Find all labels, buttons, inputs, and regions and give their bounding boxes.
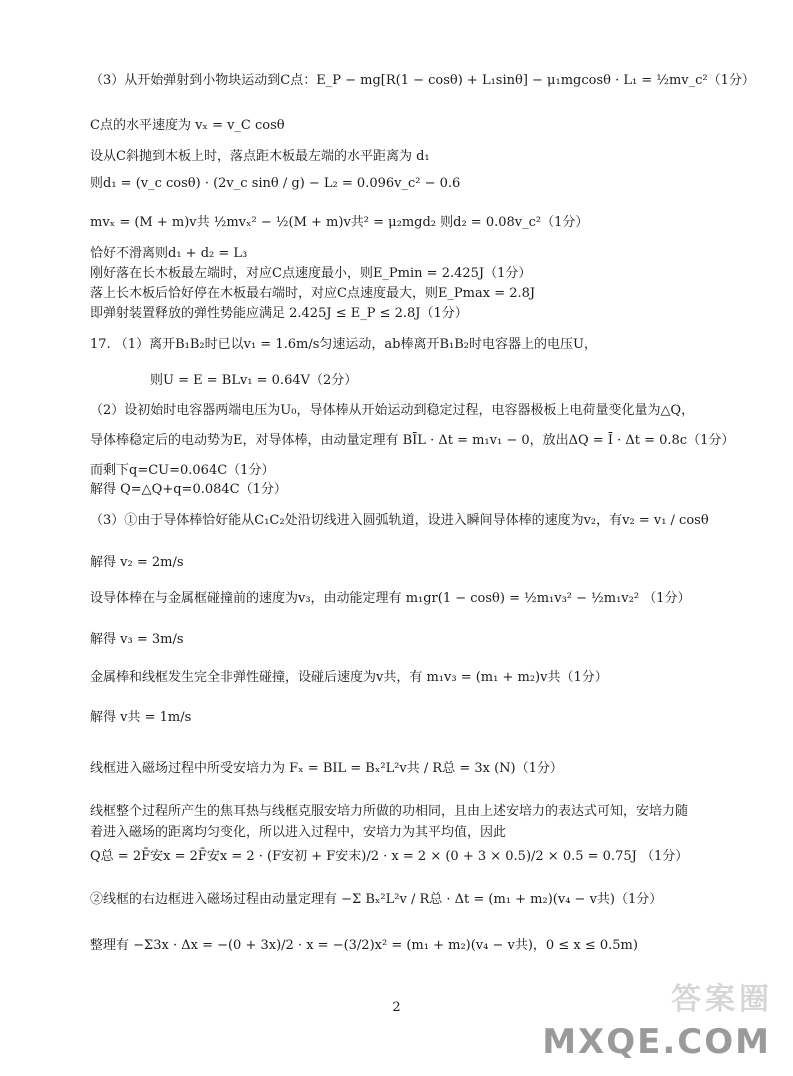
watermark-logo: MXQE.COM [542, 1022, 771, 1062]
line-1: （3）从开始弹射到小物块运动到C点：E_P − mg[R(1 − cosθ) + L₁sinθ] − μ₁mgcosθ · L₁ = ½mv_c²（1分） [90, 73, 755, 88]
line-25: Q总 = 2F̄安x = 2F̄安x = 2 · (F安初 + F安末)/2 · x = 2 × (0 + 3 × 0.5)/2 × 0.5 = 0.75J （1分） [90, 849, 689, 864]
line-24: 着进入磁场的距离均匀变化，所以进入过程中，安培力为其平均值，因此 [90, 825, 507, 840]
line-7: 刚好落在长木板最左端时，对应C点速度最小，则E_Pmin = 2.425J（1分） [90, 266, 532, 281]
line-2: C点的水平速度为 vₓ = v_C cosθ [90, 118, 285, 133]
line-19: 解得 v₃ = 3m/s [90, 632, 184, 647]
line-17: 解得 v₂ = 2m/s [90, 555, 184, 570]
line-11: 则U = E = BLv₁ = 0.64V（2分） [150, 373, 358, 388]
line-20: 金属棒和线框发生完全非弹性碰撞，设碰后速度为v共，有 m₁v₃ = (m₁ + m₂)v共（1分） [90, 670, 608, 685]
line-23: 线框整个过程所产生的焦耳热与线框克服安培力所做的功相同，且由上述安培力的表达式可知，安培力随 [90, 804, 689, 819]
line-9: 即弹射装置释放的弹性势能应满足 2.425J ≤ E_P ≤ 2.8J（1分） [90, 306, 468, 321]
line-12: （2）设初始时电容器两端电压为U₀，导体棒从开始运动到稳定过程，电容器极板上电荷量变化量为△Q， [90, 403, 695, 418]
line-4: 则d₁ = (v_c cosθ) · (2v_c sinθ / g) − L₂ = 0.096v_c² − 0.6 [90, 176, 461, 191]
line-6: 恰好不滑离则d₁ + d₂ = L₃ [90, 246, 248, 261]
line-8: 落上长木板后恰好停在木板最右端时，对应C点速度最大，则E_Pmax = 2.8J [90, 286, 536, 301]
line-26: ②线框的右边框进入磁场过程由动量定理有 −Σ Bₓ²L²v / R总 · Δt = (m₁ + m₂)(v₄ − v共)（1分） [90, 892, 663, 907]
line-14: 而剩下q=CU=0.064C（1分） [90, 463, 275, 478]
line-27: 整理有 −Σ3x · Δx = −(0 + 3x)/2 · x = −(3/2)x² = (m₁ + m₂)(v₄ − v共)，0 ≤ x ≤ 0.5m) [90, 938, 638, 953]
line-16: （3）①由于导体棒恰好能从C₁C₂处沿切线进入圆弧轨道，设进入瞬间导体棒的速度为v₂，有v₂ = v₁ / cosθ [90, 513, 709, 528]
line-13: 导体棒稳定后的电动势为E，对导体棒，由动量定理有 BĪL · Δt = m₁v₁ − 0，放出ΔQ = Ī · Δt = 0.8c（1分） [90, 433, 735, 448]
page-number: 2 [392, 1000, 401, 1015]
watermark-logo-cn: 答案圈 [671, 982, 773, 1017]
line-18: 设导体棒在与金属框碰撞前的速度为v₃，由动能定理有 m₁gr(1 − cosθ) = ½m₁v₃² − ½m₁v₂² （1分） [90, 591, 691, 606]
line-5: mvₓ = (M + m)v共 ½mvₓ² − ½(M + m)v共² = μ₂mgd₂ 则d₂ = 0.08v_c²（1分） [90, 215, 589, 230]
line-22: 线框进入磁场过程中所受安培力为 Fₓ = BIL = Bₓ²L²v共 / R总 = 3x (N)（1分） [90, 761, 563, 776]
line-10: 17. （1）离开B₁B₂时已以v₁ = 1.6m/s匀速运动，ab棒离开B₁B₂时电容器上的电压U， [90, 337, 597, 352]
line-3: 设从C斜抛到木板上时，落点距木板最左端的水平距离为 d₁ [90, 149, 430, 164]
line-15: 解得 Q=△Q+q=0.084C（1分） [90, 482, 287, 497]
line-21: 解得 v共 = 1m/s [90, 710, 192, 725]
